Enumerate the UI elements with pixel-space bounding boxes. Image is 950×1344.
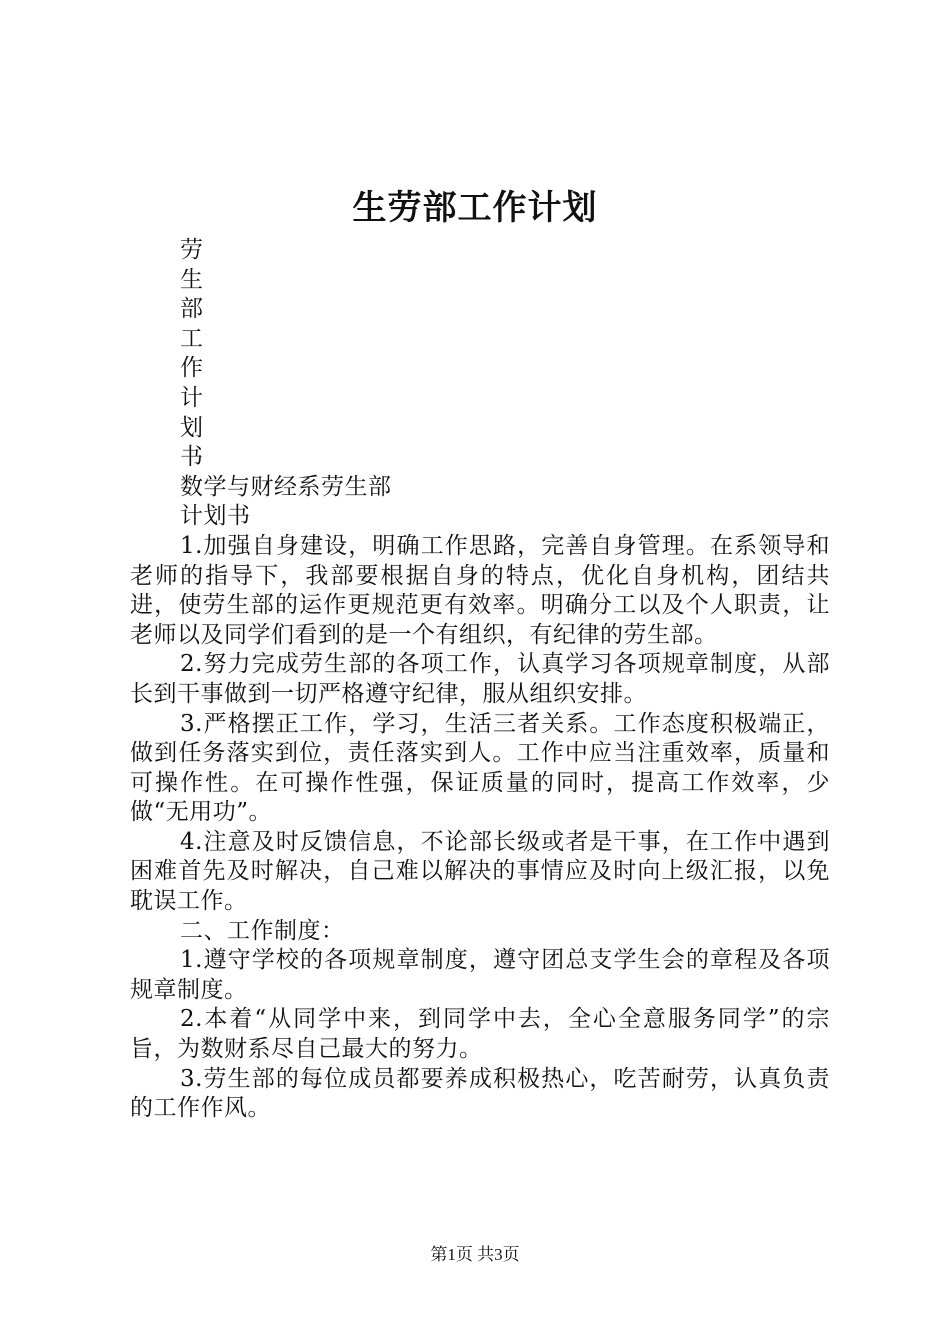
paragraph: 2.本着“从同学中来，到同学中去，全心全意服务同学”的宗旨，为数财系尽自己最大的努力。 [130, 1006, 830, 1063]
paragraph: 2.努力完成劳生部的各项工作，认真学习各项规章制度，从部长到干事做到一切严格遵守纪律，服从组织安排。 [130, 651, 830, 707]
vertical-heading-char: 书 [180, 444, 204, 471]
vertical-heading-char: 劳 [180, 237, 204, 263]
vertical-heading-char: 作 [180, 355, 204, 382]
vertical-heading-char: 工 [180, 325, 204, 352]
vertical-heading-char: 划 [180, 414, 204, 441]
page-number-footer: 第1页 共3页 [430, 1245, 520, 1264]
paragraph: 3.劳生部的每位成员都要养成积极热心，吃苦耐劳，认真负责的工作作风。 [130, 1065, 830, 1122]
document-title: 生劳部工作计划 [352, 188, 598, 228]
paragraph: 1.遵守学校的各项规章制度，遵守团总支学生会的章程及各项规章制度。 [130, 947, 830, 1003]
paragraph: 1.加强自身建设，明确工作思路，完善自身管理。在系领导和老师的指导下，我部要根据自身的特点，优化自身机构，团结共进，使劳生部的运作更规范更有效率。明确分工以及个人职责，让老师以及同学们看到的是一个有组织，有纪律的劳生部。 [130, 532, 830, 648]
vertical-heading-char: 生 [180, 266, 204, 293]
vertical-heading-char: 计 [180, 384, 204, 411]
subtitle-plan: 计划书 [180, 503, 251, 530]
paragraph: 4.注意及时反馈信息，不论部长级或者是干事，在工作中遇到困难首先及时解决，自己难以解决的事情应及时向上级汇报，以免耽误工作。 [130, 828, 830, 915]
subtitle-department: 数学与财经系劳生部 [180, 473, 392, 500]
paragraph: 3.严格摆正工作，学习，生活三者关系。工作态度积极端正，做到任务落实到位，责任落实到人。工作中应当注重效率，质量和可操作性。在可操作性强，保证质量的同时，提高工作效率，少做“无用功”。 [130, 710, 830, 826]
document-body [130, 236, 830, 1124]
section-heading: 二、工作制度： [180, 917, 345, 944]
vertical-heading-char: 部 [180, 296, 204, 323]
